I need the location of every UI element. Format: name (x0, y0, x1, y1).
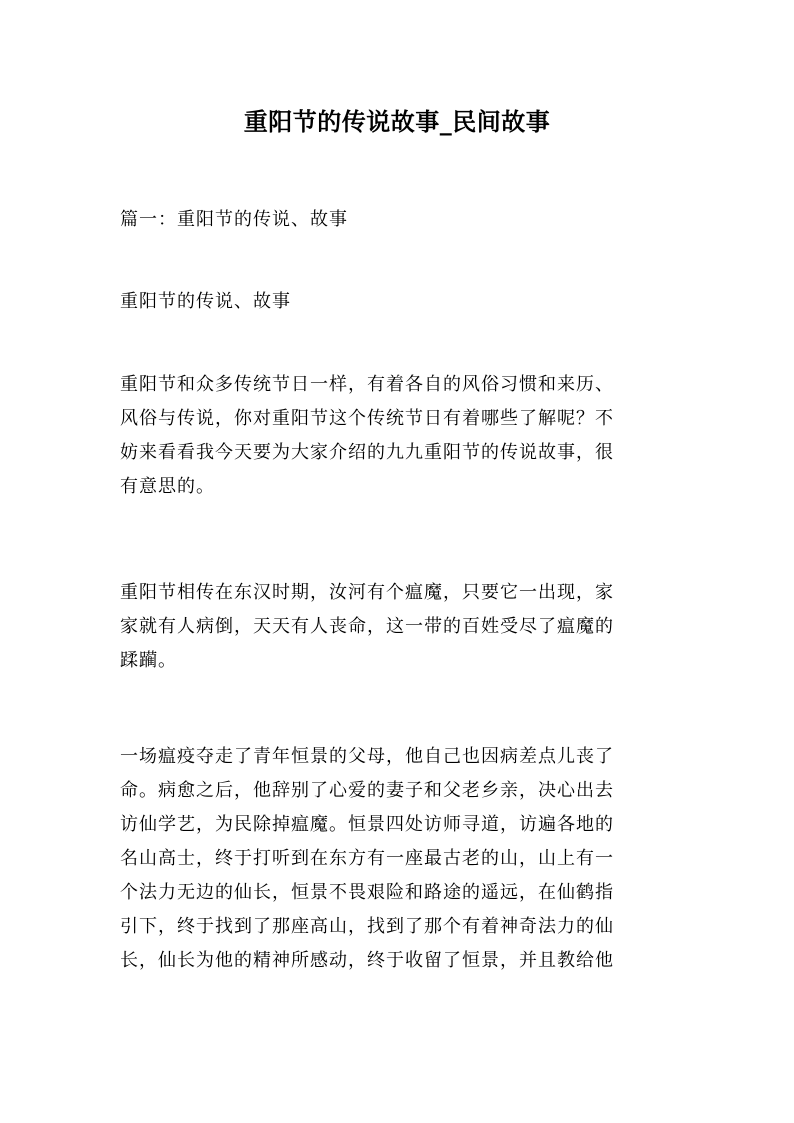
paragraph-line: 蹂躏。 (120, 650, 177, 671)
section-heading: 篇一：重阳节的传说、故事 (120, 209, 348, 230)
paragraph-line: 家就有人病倒，天天有人丧命，这一带的百姓受尽了瘟魔的 (120, 616, 614, 637)
paragraph-line: 名山高士，终于打听到在东方有一座最古老的山，山上有一 (120, 848, 614, 869)
paragraph-line: 命。病愈之后，他辞别了心爱的妻子和父老乡亲，决心出去 (120, 780, 614, 801)
paragraph-3 (120, 740, 680, 978)
paragraph-line: 长，仙长为他的精神所感动，终于收留了恒景，并且教给他 (120, 950, 614, 971)
paragraph-line: 重阳节相传在东汉时期，汝河有个瘟魔，只要它一出现，家 (120, 582, 614, 603)
paragraph-line: 妨来看看我今天要为大家介绍的九九重阳节的传说故事，很 (120, 442, 614, 463)
paragraph-1 (120, 368, 680, 504)
paragraph-line: 访仙学艺，为民除掉瘟魔。恒景四处访师寻道，访遍各地的 (120, 814, 614, 835)
paragraph-line: 个法力无边的仙长，恒景不畏艰险和路途的遥远，在仙鹤指 (120, 882, 614, 903)
paragraph-line: 重阳节和众多传统节日一样，有着各自的风俗习惯和来历、 (120, 374, 614, 395)
paragraph-line: 一场瘟疫夺走了青年恒景的父母，他自己也因病差点儿丧了 (120, 746, 614, 767)
document-title: 重阳节的传说故事_民间故事 (243, 108, 551, 136)
sub-heading: 重阳节的传说、故事 (120, 291, 291, 312)
paragraph-line: 引下，终于找到了那座高山，找到了那个有着神奇法力的仙 (120, 916, 614, 937)
paragraph-line: 风俗与传说，你对重阳节这个传统节日有着哪些了解呢？不 (120, 408, 614, 429)
paragraph-line: 有意思的。 (120, 476, 215, 497)
paragraph-2 (120, 576, 680, 678)
